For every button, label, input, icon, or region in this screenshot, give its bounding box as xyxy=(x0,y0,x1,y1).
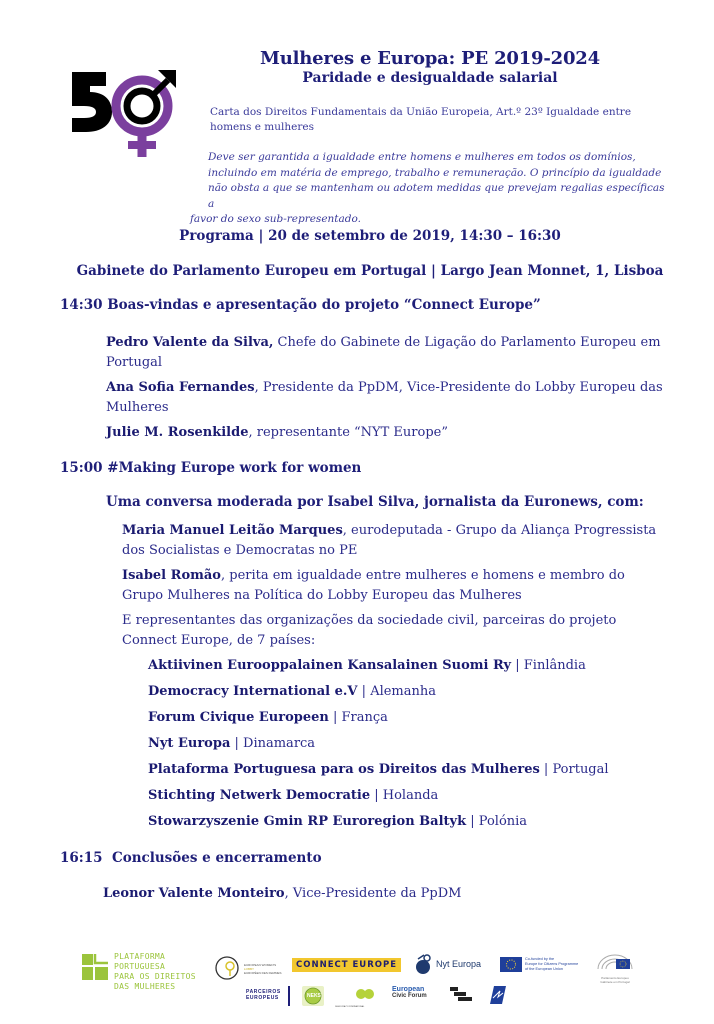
session-heading: 14:30 Boas-vindas e apresentação do projeto “Connect Europe” xyxy=(60,297,541,313)
netwerk-democratie-logo xyxy=(450,987,472,1003)
speaker-item xyxy=(106,378,666,418)
speaker-item xyxy=(122,566,667,606)
parliament-text-line: Gabinete em Portugal xyxy=(600,979,630,984)
parliament-hemicycle-icon xyxy=(594,951,636,973)
organization-name: Plataforma Portuguesa para os Direitos das Mulheres xyxy=(148,762,540,777)
eu-flag-icon xyxy=(500,957,522,972)
fifty-fifty-logo xyxy=(70,62,180,162)
document-subtitle: Paridade e desigualdade salarial xyxy=(302,70,558,86)
organization-item: Aktiivinen Eurooppalainen Kansalainen Suomi Ry | Finlândia xyxy=(148,658,586,673)
quote-line: favor do sexo sub-representado. xyxy=(190,213,361,225)
charter-quote xyxy=(190,150,665,228)
speaker-role: , eurodeputada - Grupo da Aliança Progressista dos Socialistas e Democratas no PE xyxy=(122,523,657,558)
speaker-item xyxy=(106,333,666,373)
speaker-name: Julie M. Rosenkilde xyxy=(106,425,249,440)
partners-divider xyxy=(288,986,290,1006)
speaker-name: Maria Manuel Leitão Marques xyxy=(122,523,343,538)
partners-label-line: PARCEIROS xyxy=(246,989,281,995)
nyt-europa-label: Nyt Europa xyxy=(436,959,482,969)
seagull-emblem-icon xyxy=(490,986,506,1006)
programme-date: Programa | 20 de setembro de 2019, 14:30 – 16:30 xyxy=(179,228,561,244)
neks-logo xyxy=(302,986,324,1006)
ppdm-text-line: DAS MULHERES xyxy=(114,982,176,991)
ppdm-text-line: PLATAFORMA PORTUGUESA xyxy=(114,952,166,971)
european-civic-forum-logo xyxy=(392,986,436,1006)
european-parliament-logo xyxy=(594,951,636,984)
speaker-role: , Presidente da PpDM, Vice-Presidente do Lobby Europeu das Mulheres xyxy=(106,380,663,415)
organization-name: Nyt Europa xyxy=(148,736,231,751)
quote-line: não obsta a que se mantenham ou adotem medidas que prevejam regalias específicas a xyxy=(208,182,665,210)
orgs-intro: E representantes das organizações da sociedade civil, parceiras do projeto Connect Europe, de 7 países: xyxy=(122,613,617,648)
speaker-role: , perita em igualdade entre mulheres e homens e membro do Grupo Mulheres na Política do Lobby Europeu das Mulheres xyxy=(122,568,625,603)
speaker-item xyxy=(122,521,667,561)
democracy-international-logo xyxy=(335,987,375,1008)
organization-name: Stowarzyszenie Gmin RP Euroregion Baltyk xyxy=(148,814,467,829)
nyt-europa-logo xyxy=(414,953,494,977)
organization-item: Democracy International e.V | Alemanha xyxy=(148,684,436,699)
ppdm-emblem-icon xyxy=(82,954,108,980)
ppdm-text-line: PARA OS DIREITOS xyxy=(114,972,196,981)
organization-item: Plataforma Portuguesa para os Direitos das Mulheres | Portugal xyxy=(148,762,609,777)
session-heading: 16:15 Conclusões e encerramento xyxy=(60,850,322,866)
moderator-line: Uma conversa moderada por Isabel Silva, jornalista da Euronews, com: xyxy=(106,494,644,510)
speaker-name: Pedro Valente da Silva, xyxy=(106,335,274,350)
organization-name: Forum Civique Europeen xyxy=(148,710,329,725)
ewl-text-line: EUROPÉEN DES FEMMES xyxy=(244,971,282,975)
connect-europe-logo: CONNECT EUROPE xyxy=(292,958,401,972)
speaker-role: , Vice-Presidente da PpDM xyxy=(284,886,462,901)
organization-country: Alemanha xyxy=(370,684,436,699)
organization-item: Stowarzyszenie Gmin RP Euroregion Baltyk | Polónia xyxy=(148,814,528,829)
ecf-text-line: European xyxy=(392,986,425,993)
ecf-text-line: Civic Forum xyxy=(392,993,427,999)
democracy-international-label: DEMOCRACY INTERNATIONAL xyxy=(335,1006,365,1008)
partners-label-line: EUROPEUS xyxy=(246,995,279,1001)
nyt-europa-emblem-icon xyxy=(414,953,434,975)
organization-name: Aktiivinen Eurooppalainen Kansalainen Suomi Ry xyxy=(148,658,512,673)
organization-country: Finlândia xyxy=(523,658,586,673)
democracy-international-leaf-icon xyxy=(335,988,375,1002)
document-title: Mulheres e Europa: PE 2019-2024 xyxy=(260,48,600,69)
euroregion-baltyk-logo xyxy=(490,986,506,1006)
eu-cofunded-line: of the European Union xyxy=(525,967,563,971)
eu-cofunded-logo xyxy=(500,957,590,975)
parliament-text-line: Parlamento Europeu xyxy=(601,976,629,980)
ewl-text-line: LOBBY xyxy=(244,967,255,971)
neks-label: NEKS xyxy=(307,993,321,999)
organization-name: Democracy International e.V xyxy=(148,684,358,699)
session-heading: 15:00 #Making Europe work for women xyxy=(60,460,362,476)
ewl-text-line: EUROPEAN WOMEN'S xyxy=(244,963,277,967)
quote-line: Deve ser garantida a igualdade entre homens e mulheres em todos os domínios, xyxy=(208,151,636,163)
organization-name: Stichting Netwerk Democratie xyxy=(148,788,371,803)
speaker-item xyxy=(103,884,663,904)
ewl-logo xyxy=(214,955,284,983)
eu-cofunded-line: Co-funded by the xyxy=(525,957,555,961)
organization-country: França xyxy=(341,710,388,725)
quote-line: incluindo em matéria de emprego, trabalho e remuneração. O princípio da igualdade xyxy=(208,166,662,179)
speaker-role: Chefe do Gabinete de Ligação do Parlamento Europeu em Portugal xyxy=(106,335,661,370)
organization-country: Polónia xyxy=(478,814,528,829)
ppdm-logo xyxy=(82,952,212,991)
organization-country: Portugal xyxy=(552,762,609,777)
speaker-name: Isabel Romão xyxy=(122,568,221,583)
speaker-role: , representante “NYT Europe” xyxy=(248,425,448,440)
ewl-emblem-icon xyxy=(214,955,242,981)
speaker-item xyxy=(106,423,666,443)
gender-symbol-icon xyxy=(70,62,180,162)
eu-cofunded-line: Europe for Citizens Programme xyxy=(525,962,579,966)
netwerk-democratie-emblem-icon xyxy=(450,987,472,1003)
organization-country: Holanda xyxy=(382,788,439,803)
organization-item: Nyt Europa | Dinamarca xyxy=(148,736,316,751)
speaker-name: Ana Sofia Fernandes xyxy=(106,380,255,395)
organization-item: Stichting Netwerk Democratie | Holanda xyxy=(148,788,439,803)
organization-item: Forum Civique Europeen | França xyxy=(148,710,388,725)
speaker-name: Leonor Valente Monteiro xyxy=(103,886,285,901)
programme-venue: Gabinete do Parlamento Europeu em Portugal | Largo Jean Monnet, 1, Lisboa xyxy=(76,263,664,279)
organization-country: Dinamarca xyxy=(243,736,316,751)
charter-reference: Carta dos Direitos Fundamentais da União Europeia, Art.º 23º Igualdade entre homens e mulheres xyxy=(210,106,632,133)
